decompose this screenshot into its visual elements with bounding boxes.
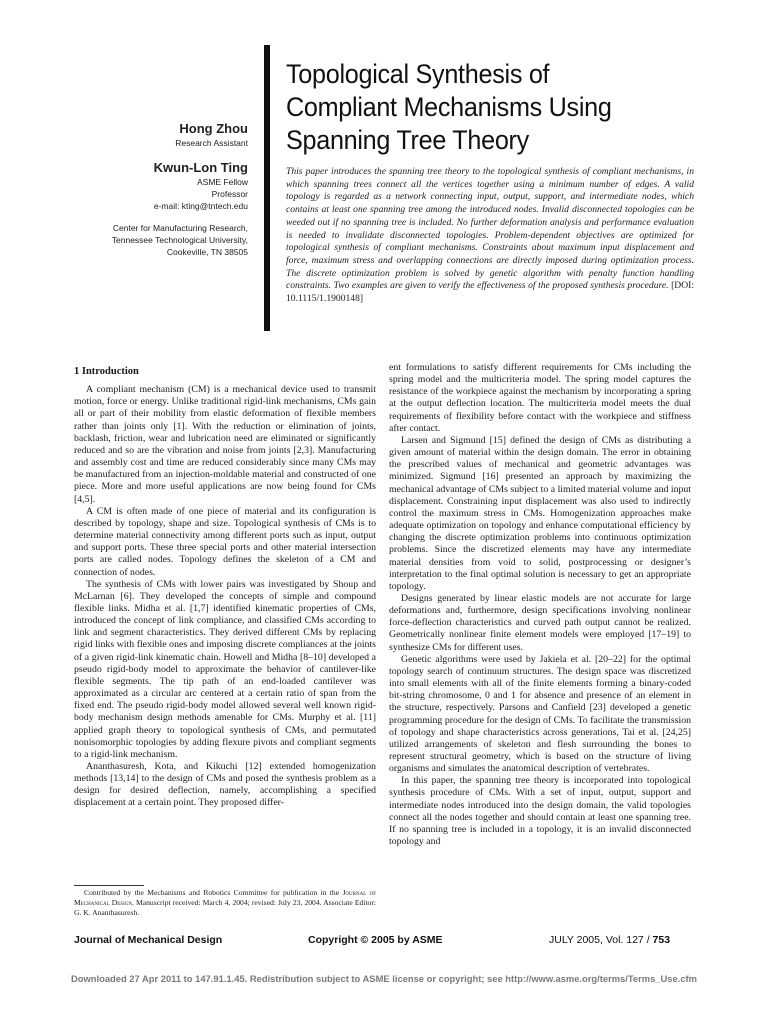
title-line-2: Compliant Mechanisms Using [286,92,612,122]
paragraph: A CM is often made of one piece of material and its configuration is described by topology, shape and size. Topological synthesis of CMs is to determine material connectivity among different ports such as input, output and support ports. These three special ports and other material intersection ports are called nodes. Topology defines the skeleton of a CM and connection of nodes. [74,505,376,578]
author-1-name: Hong Zhou [179,121,248,136]
paragraph: In this paper, the spanning tree theory is incorporated into topological synthesis procedure of CMs. With a set of input, output, support and intermediate nodes introduced into the design domain, the valid topologies connect all the nodes together and should contain at least one spanning tree. If no spanning tree is included in a topology, it is an invalid disconnected topology and [389,775,691,848]
author-2-role-1: ASME Fellow [196,177,248,187]
body-column-left [74,362,376,810]
footnote-journal: Journal of Mechanical Design [74,888,377,907]
paragraph: Larsen and Sigmund [15] defined the design of CMs as distributing a given amount of material within the design domain. The error in obtaining the prescribed values of mechanical and geometric advantages was minimized. Sigmund [16] presented an approach by maximizing the mechanical advantage of CMs subject to a limited material volume and input displacement. Constraining input displacement was also used to indirectly control the maximum stress in CMs. Homogenization approaches make adequate optimization on topology and enhance computational efficiency by changing the discrete optimization problems into continuous optimization problems. Since the discretized elements may have any intermediate material densities from void to solid, postprocessing or designer’s interpretation to the final optimal solution is necessary to get an appropriate topology. [389,434,691,592]
paragraph: Genetic algorithms were used by Jakiela et al. [20–22] for the optimal topology search of continuum structures. The design space was discretized into small elements with all of the finite elements forming a binary-coded bit-string chromosome, 0 and 1 for absence and presence of an element in the structure, respectively. Parsons and Canfield [23] developed a genetic programming procedure for the design of CMs. To facilitate the transmission of topology and shape characteristics across generations, Tai et al. [24,25] utilized arrangements of skeleton and flesh surrounding the bones to represent structural geometry, which is based on the structure of living organisms and simulates the anatomical description of vertebrates. [389,653,691,775]
footnote-rule [74,885,144,886]
section-heading: 1 Introduction [74,366,139,377]
doi-reference: [DOI: 10.1115/1.1900148] [286,280,694,305]
page-number: 753 [652,934,671,946]
paragraph: A compliant mechanism (CM) is a mechanical device used to transmit motion, force or energy. Unlike traditional rigid-link mechanisms, CMs gain all or part of their mobility from elastic deformation of flexible members rather than joints only [1]. With the reduction or elimination of joints, backlash, friction, wear and lubrication need are eliminated or significantly reduced and so are the vibration and noise from joints [2,3]. Manufacturing and assembly cost and time are reduced considerably since many CMs may be manufactured from an injection-moldable material and constructed of one piece. More and more useful applications are now being found for CMs [4,5]. [74,384,376,505]
footnote-text-1: Contributed by the Mechanisms and Robotics Committee for publication in the [84,888,340,897]
footer-journal-name: Journal of Mechanical Design [74,934,223,946]
paragraph: The synthesis of CMs with lower pairs was investigated by Shoup and McLarnan [6]. They developed the concepts of simple and compound flexible links. Midha et al. [1,7] identified kinematic properties of CMs, introduced the concept of link compliance, and classified CMs according to link and segment characteristics. They derived different CMs by replacing rigid links with flexible ones and imposing discrete compliances at the joints of a given rigid-link kinematic chain. Howell and Midha [8–10] developed a pseudo rigid-body model to approximate the behavior of cantilever-like flexible segments. The tip path of an end-loaded cantilever was approximated as a circular arc centered at a certain ratio of span from the fixed end. The pseudo rigid-body model allowed several well known rigid-body mechanism design methods amenable for CMs. Murphy et al. [11] applied graph theory to topological synthesis of CMs, and permutated nonisomorphic topologies by adding flexure pivots and compliant segments to a rigid-link mechanism. [74,578,376,760]
footer-separator: / [643,934,653,946]
author-2-role-2: Professor [211,189,248,199]
author-2-email: e-mail: kting@tntech.edu [153,201,248,211]
body-column-right [389,362,691,848]
affiliation-line-3: Cookeville, TN 38505 [166,247,248,257]
affiliation-line-2: Tennessee Technological University, [111,235,248,245]
paragraph: Designs generated by linear elastic models are not accurate for large deformations and, furthermore, design specifications involving nonlinear force-deflection characteristics and curved path output cannot be realized. Geometrically nonlinear finite element models were employed [17–19] to synthesize CMs for different uses. [389,592,691,653]
paper-title [286,58,704,157]
footnote-text-2: . Manuscript received: March 4, 2004; revised: July 23, 2004. Associate Editor: G. K. Ananthasuresh. [74,898,376,917]
title-rule [264,45,270,331]
footnote [74,888,376,918]
author-block [60,120,248,258]
footer-issue: JULY 2005, Vol. 127 [549,934,644,946]
abstract [286,166,694,306]
author-2-name: Kwun-Lon Ting [153,160,248,175]
author-1-role: Research Assistant [175,138,248,148]
footer-issue-info [549,934,670,946]
title-line-1: Topological Synthesis of [286,59,550,89]
affiliation-line-1: Center for Manufacturing Research, [112,223,248,233]
title-line-3: Spanning Tree Theory [286,125,529,155]
footer-copyright: Copyright © 2005 by ASME [308,934,443,946]
abstract-text: This paper introduces the spanning tree theory to the topological synthesis of compliant mechanisms, in which spanning trees connect all the vertices together using a minimum number of edges. A valid topology is regarded as a network connecting input, output, support, and intermediate nodes, which contains at least one spanning tree among the introduced nodes. Invalid disconnected topologies can be weeded out if no spanning tree is included. No further deformation analysis and performance evaluation is needed to invalidate disconnected topologies. Problem-dependent objectives are optimized for topological synthesis of compliant mechanisms. Constraints about maximum input displacement and force, maximum stress and overlapping connections are directly imposed during optimization process. The discrete optimization problem is solved by genetic algorithm with penalty function handling constraints. Two examples are given to verify the effectiveness of the proposed synthesis procedure. [286,166,694,292]
paragraph: Ananthasuresh, Kota, and Kikuchi [12] extended homogenization methods [13,14] to the design of CMs and posed the synthesis problem as a design for desired deflection, namely, accomplishing a specified displacement at a certain point. They proposed differ- [74,761,376,809]
download-notice: Downloaded 27 Apr 2011 to 147.91.1.45. Redistribution subject to ASME license or copyright; see http://www.asme.org/terms/Terms_Use.cfm [70,973,698,984]
paragraph: ent formulations to satisfy different requirements for CMs including the spring model and the multicriteria model. The spring model captures the resistance of the workpiece against the mechanism by incorporating a spring at the output deflection location. The multicriteria model meets the dual requirements of flexibility before contact with the workpiece and stiffness after contact. [389,362,691,434]
